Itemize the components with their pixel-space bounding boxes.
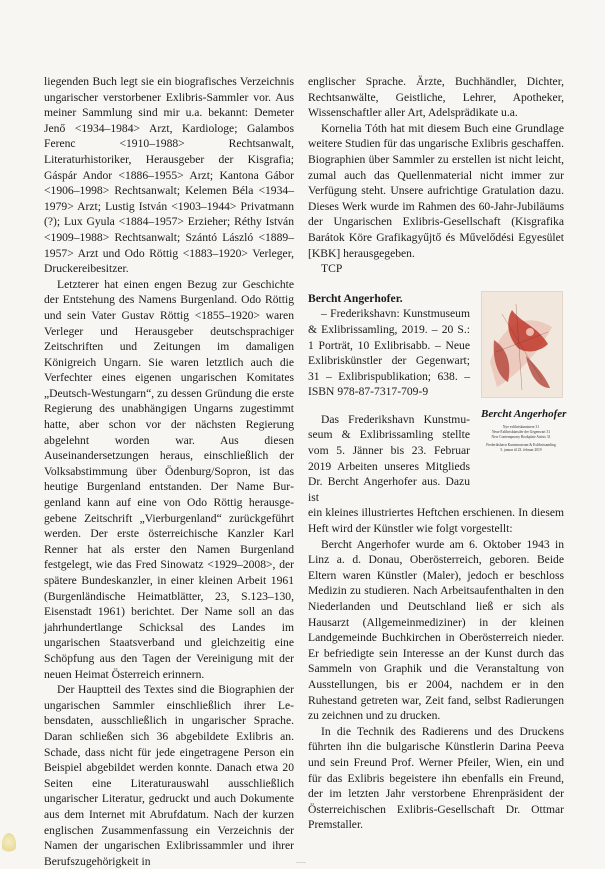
figure-caption-line: 5. januar til 23. februar 2019 bbox=[500, 448, 542, 453]
left-paragraph-2: Letzterer hat einen engen Bezug zur Geschichte der Entstehung des Namens Burgenland. Odo Röttig und sein Vater Gustav Röttig <1855–1920> waren Verleger und Herausgeber deutschsprachiger Zeitschriften und Zeitungen im damaligen Königreich Ungarn. Sie waren letztlich auch die Verfechter eines eigenen ungarischen Komitates „Deutsch-Westungarn“, zu dessen Gründung die erste Regierung des unabhängigen Ungarns zugestimmt hatte, aber schon vor der nächsten Regierung abgelehnt worden war. Aus diesen Auseinandersetzungen heraus, einschließlich der Volksabstimmung über Ödenburg/Sopron, ist das heutige Burgenland entstanden. Der Name Burgenland kann auf eine von Odo Röttig herausgegebene Zeitschrift „Vierburgenland“ zurückgeführt werden. Der erste österreichische Kanzler Karl Renner hat als erster den Namen Burgenland festgelegt, wie das Fred Sinowatz <1929–2008>, der spätere Bundeskanzler, in einer kleinen Arbeit 1961 (Burgenländische Heimatblätter, 23, S.123–130, Eisenstadt 1961) berichtet. Der Name soll an das jahrhundertlange Schicksal des Landes im ungarischen Staatsverband und gleichzeitig eine Schöpfung aus den Tagen der Vereinigung mit der neuen Heimat Österreich erinnern. bbox=[44, 277, 294, 681]
page-corner-mark bbox=[2, 833, 16, 855]
left-paragraph-3: Der Hauptteil des Textes sind die Biographien der ungarischen Sammler einschließlich ihrer Lebensdaten, ausschließlich in ungarischer Sprache. Daran schließen sich 36 abgebildete Exlibris an. Schade, dass nicht für jede eingetragene Person ein Beispiel abgebildet werden konnte. Danach etwa 20 Seiten eine Literaturauswahl ausschließlich ungarischer Literatur, gedruckt und auch Dokumente aus dem Internet mit Abrufdatum. Nach der kurzen englischen Zusammenfassung ein Verzeichnis der Namen der ungarischen Exlibrissammler und ihrer Berufszugehörigkeit in bbox=[44, 683, 294, 868]
figure-caption-title: Bercht Angerhofer bbox=[481, 407, 567, 420]
biography-paragraph-2: In die Technik des Radierens und des Druckens führten ihn die bulgarische Künstlerin Darina Peeva und sein Freund Prof. Werner Pfeiler, Wien, ein und für das Exlibris begeistere ihn ebenfalls ein Freund, der im letzten Jahr verstorbene Ehrenpräsident der Österreichischen Exlibris-Gesellschaft Dr. Ottmar Premstaller. bbox=[308, 724, 564, 832]
figure-caption-line: New Contemporary Bookplate Artists 31 bbox=[491, 435, 551, 440]
right-column bbox=[308, 74, 567, 833]
biography-paragraph-1: Bercht Angerhofer wurde am 6. Oktober 1943 in Linz a. d. Donau, Oberösterreich, geboren. Beide Eltern waren Künstler (Maler), jedoch er beschloss Medizin zu studieren. Nach Arbeitsaufenthalten in den Niederlanden und Deutschland ließ er sich als Hausarzt (Allgemeinmediziner) in der kleinen Landgemeinde Buchkirchen in Oberösterreich nieder. Er befriedigte sein Interesse an der Kunst durch das Sammeln von Graphik und die Veranstaltung von Ausstellungen, bis er 2004, nachdem er in den Ruhestand getreten war, Zeit fand, selbst Radierungen zu zeichnen und zu drucken. bbox=[308, 537, 564, 723]
review-section bbox=[308, 291, 567, 506]
artwork-illustration bbox=[482, 292, 562, 397]
review-heading: Bercht Angerhofer. bbox=[308, 291, 403, 305]
page-footer-mark bbox=[296, 858, 306, 863]
figure-caption-line: Neue Exlibriskünstler der Gegenwart 31 bbox=[491, 430, 551, 435]
figure-caption-line: Nye exlibriskunstnere 31 bbox=[502, 425, 540, 430]
review-signature: TCP bbox=[321, 262, 343, 276]
right-paragraph-2: Kornelia Tóth hat mit diesem Buch eine Grundlage weitere Studien für das ungarische Exlibris geschaffen. Biographien über Sammler zu erstellen ist nicht leicht, zumal auch das Quellenmaterial nicht immer zur Verfügung steht. Unsere aufrichtige Gratulation dazu. Dieses Werk wurde im Rahmen des 60-Jahr-Jubiläums der Ungarischen Exlibris-Gesellschaft (Kisgrafika Barátok Köre Grafikagyűjtő és Művelődési Egyesület [KBK] herausgegeben. bbox=[308, 121, 564, 260]
book-cover-figure bbox=[481, 291, 567, 454]
book-cover-image bbox=[481, 291, 563, 398]
review-bibliography: – Frederikshavn: Kunstmuseum & Exlibrissamling, 2019. – 20 S.: 1 Porträt, 10 Exlibrisabb. – Neue Exlibriskünstler der Gegenwart; 31 – Exlibrispublikation; 638. – ISBN 978-87-7317-709-9 bbox=[308, 307, 470, 399]
review-continuation: ein kleines illustriertes Heftchen erschienen. In diesem Heft wird der Künstler wie folgt vorgestellt: bbox=[308, 506, 564, 536]
figure-caption-line: Frederikshavn Kunstmuseum & Exlibrissamling bbox=[486, 443, 556, 448]
left-column bbox=[44, 74, 294, 869]
review-intro-paragraph: Das Frederikshavn Kunstmuseum & Exlibrissamling stellte vom 5. Jänner bis 23. Februar 2019 Arbeiten unseres Mitglieds Dr. Bercht Angerhofer aus. Dazu ist bbox=[308, 412, 470, 504]
figure-caption-subtitles bbox=[481, 425, 561, 453]
left-paragraph-1: liegenden Buch legt sie ein biografisches Verzeichnis ungarischer verstorbener Exlibris-Sammler vor. Aus meiner Sammlung sind mir u.a. bekannt: Demeter Jenő <1934–1984> Arzt, Kardiologe; Galambos Ferenc <1910–1988> Rechtsanwalt, Literaturhistoriker, Herausgeber der Kisgrafia; Gáspár Andor <1886–1955> Arzt; Kantona Gábor <1906–1998> Rechtsanwalt; Kelemen Béla <1934–1979> Arzt; Lustig István <1903–1944> Privatmann (?); Lux Gyula <1884–1957> Erzieher; Réthy István <1909–1988> Rechtsanwalt; Szántó László <1889–1957> Arzt und Odo Röttig <1883–1920> Verleger, Druckereibesitzer. bbox=[44, 75, 294, 276]
right-paragraph-1: englischer Sprache. Ärzte, Buchhändler, Dichter, Rechtsanwälte, Geistliche, Lehrer, Apotheker, Wissenschaftler aller Art, Adelsprädikate u.a. bbox=[308, 75, 564, 120]
